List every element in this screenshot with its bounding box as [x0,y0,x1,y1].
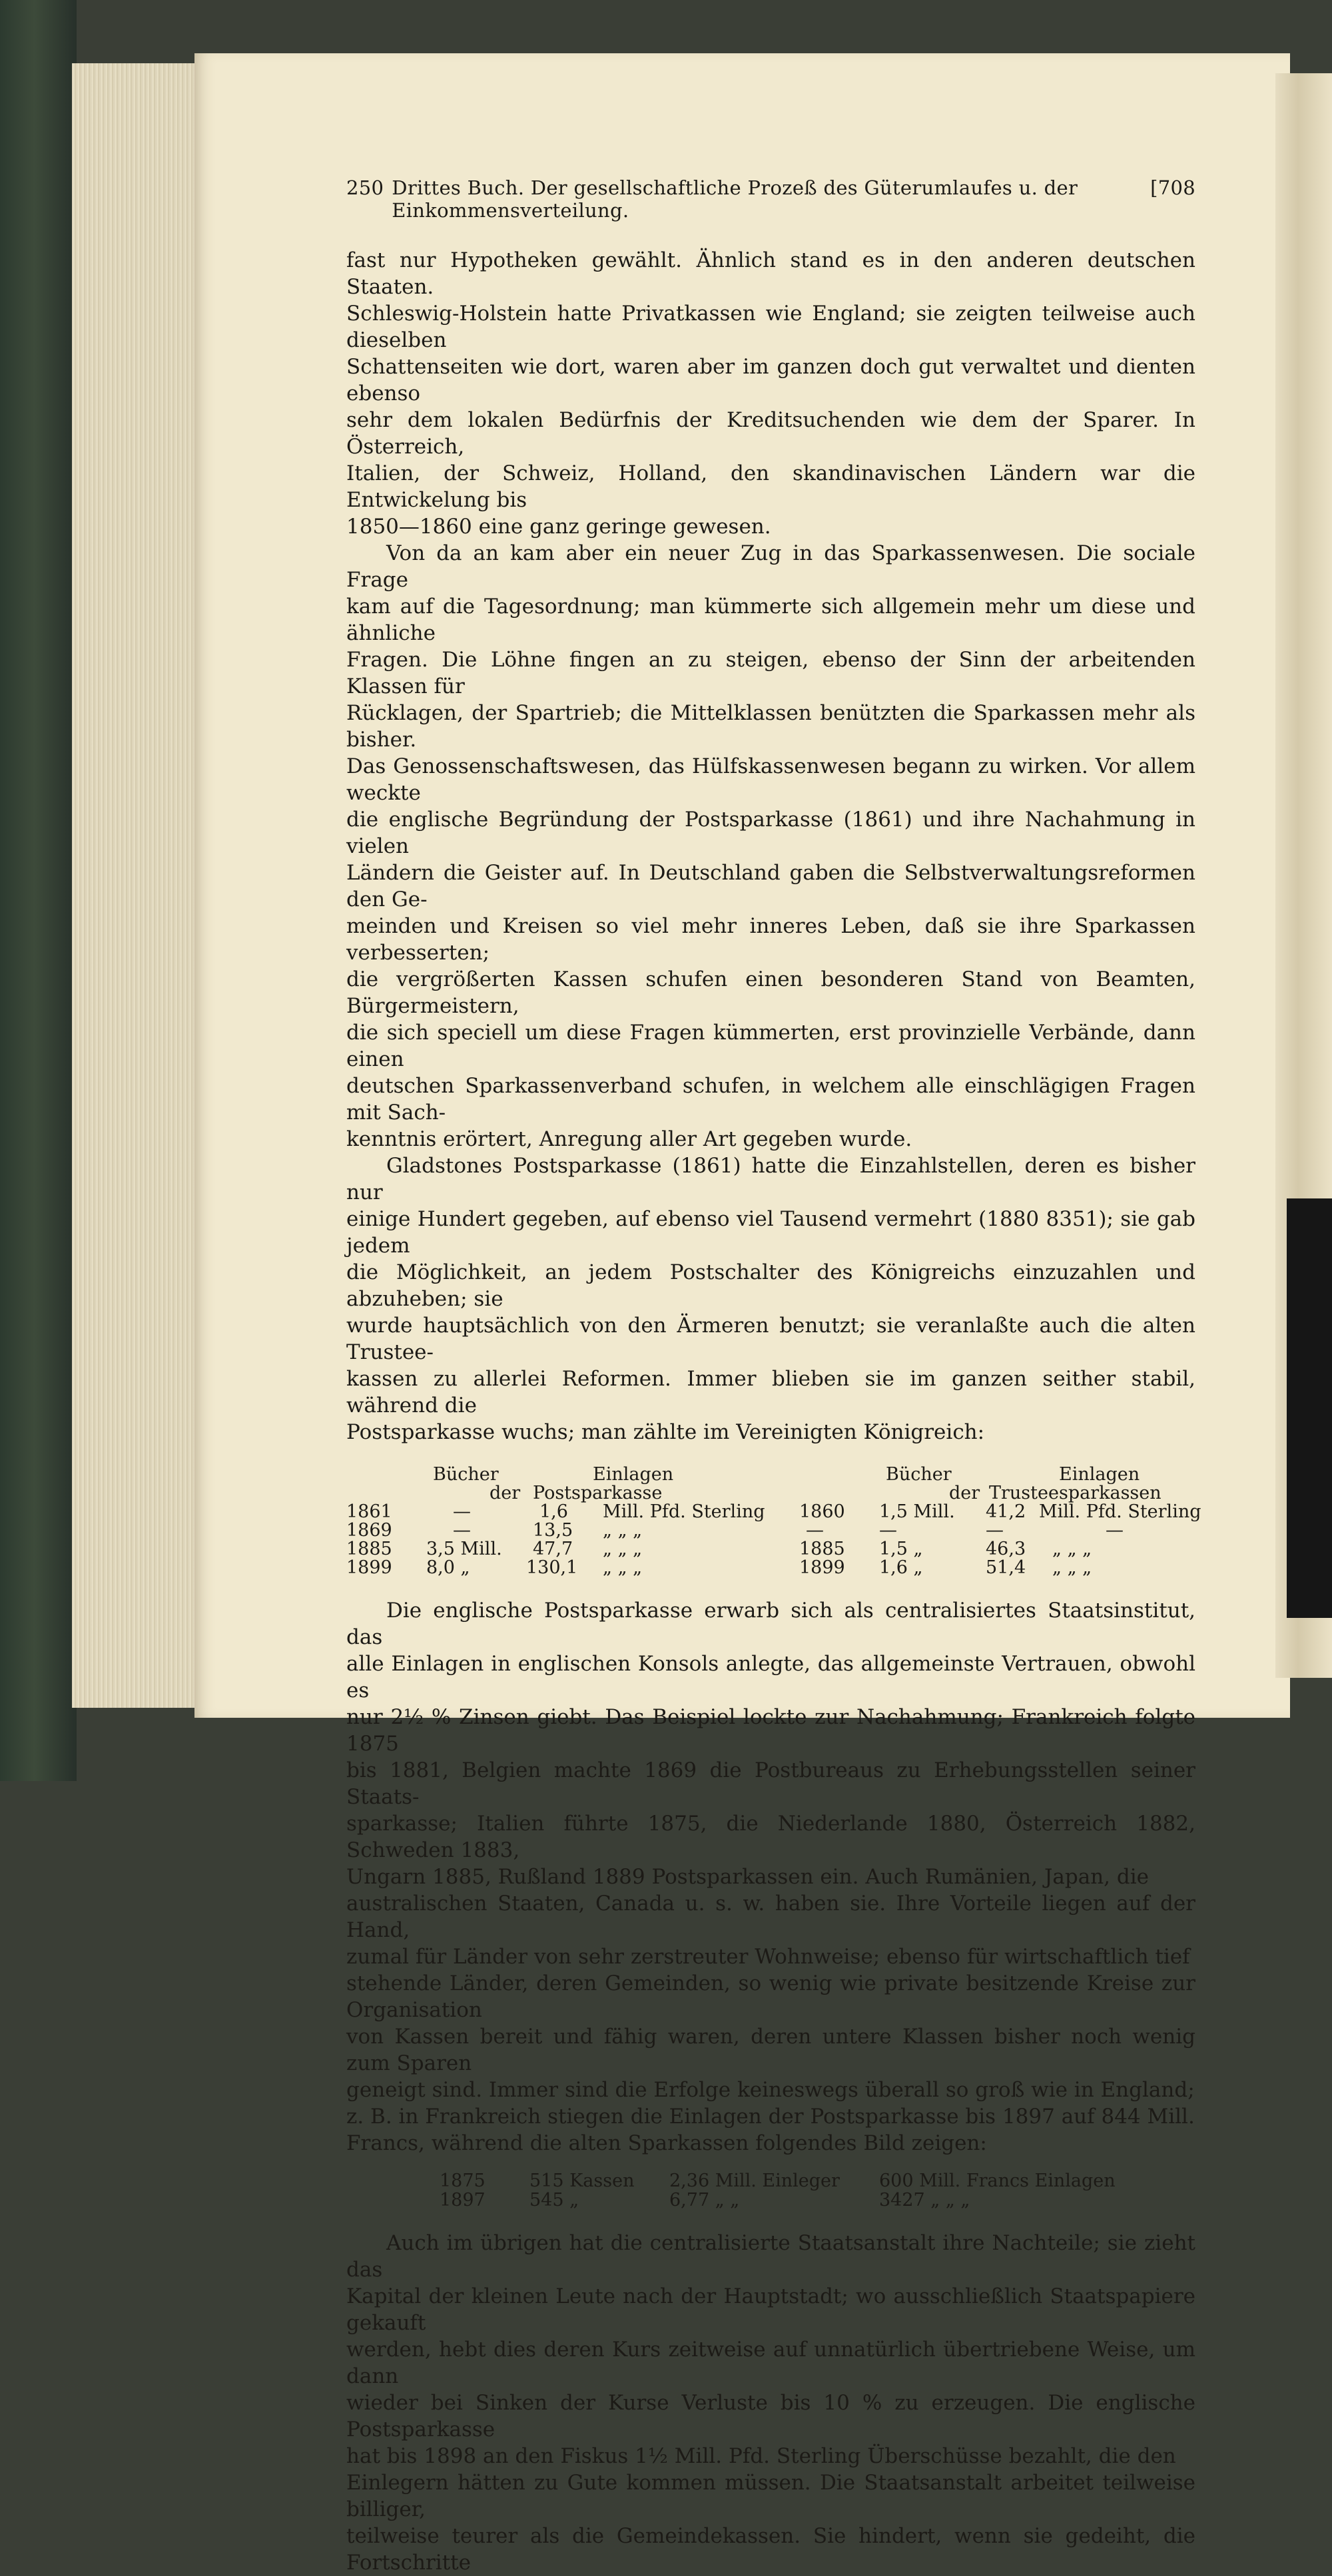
text-line: fast nur Hypotheken gewählt. Ähnlich stand es in den anderen deutschen Staaten. [346,248,1195,299]
col-head-postsparkasse: Postsparkasse [533,1483,663,1503]
cell-books-right: — [879,1520,897,1541]
text-line: Italien, der Schweiz, Holland, den skandinavischen Ländern war die Entwickelung bis [346,461,1195,512]
cell-einlagen: 3427 „ „ „ [879,2190,970,2210]
margin-reference: [708 [1150,176,1195,199]
text-line: Schleswig-Holstein hatte Privatkassen wie England; sie zeigten teilweise auch dieselben [346,302,1195,352]
cell-year: 1875 [440,2171,486,2191]
text-line: kassen zu allerlei Reformen. Immer blieben sie im ganzen seither stabil, während die [346,1367,1195,1417]
scale-ruler [1287,1198,1332,1618]
table-header [346,1465,1195,1503]
col-head-einlagen-right: Einlagen [1059,1464,1140,1485]
col-head-trusteesparkassen: Trusteesparkassen [989,1483,1162,1503]
cell-kassen: 545 „ [529,2190,579,2210]
text-line: die englische Begründung der Postsparkasse (1861) und ihre Nachahmung in vielen [346,808,1195,858]
cell-unit-right: — [1106,1520,1124,1541]
text-line: Postsparkasse wuchs; man zählte im Vereinigten Königreich: [346,1420,985,1444]
cell-year-right: 1860 [799,1501,845,1522]
table-row [346,1501,1201,1522]
cell-year-left: 1885 [346,1539,392,1559]
cell-year-right: 1885 [799,1539,845,1559]
text-line: Kapital der kleinen Leute nach der Hauptstadt; wo ausschließlich Staatspapiere gekauft [346,2284,1195,2335]
book-cover-edge [0,0,77,1781]
text-line: Von da an kam aber ein neuer Zug in das Sparkassenwesen. Die sociale Frage [346,541,1195,592]
text-line: z. B. in Frankreich stiegen die Einlagen der Postsparkasse bis 1897 auf 844 Mill. [346,2105,1195,2129]
col-head-der-left: der [490,1483,521,1503]
text-line: nur 2½ % Zinsen giebt. Das Beispiel lockte zur Nachahmung; Frankreich folgte 1875 [346,1705,1195,1756]
table-row [346,1540,1195,1559]
running-title: Drittes Buch. Der gesellschaftliche Prozeß des Güterumlaufes u. der Einkommensverteilung. [392,176,1078,222]
col-head-einlagen-left: Einlagen [593,1464,674,1485]
text-line: die vergrößerten Kassen schufen einen besonderen Stand von Beamten, Bürgermeistern, [346,967,1195,1018]
text-line: Fragen. Die Löhne fingen an zu steigen, ebenso der Sinn der arbeitenden Klassen für [346,648,1195,698]
col-head-buecher-right: Bücher [886,1464,952,1485]
table-row [346,2171,1195,2190]
text-line: werden, hebt dies deren Kurs zeitweise auf unnatürlich übertriebene Weise, um dann [346,2338,1195,2388]
text-line: Einlegern hätten zu Gute kommen müssen. Die Staatsanstalt arbeitet teilweise billiger, [346,2471,1195,2521]
text-line: bis 1881, Belgien machte 1869 die Postbureaus zu Erhebungsstellen seiner Staats- [346,1758,1195,1809]
text-line: kenntnis erörtert, Anregung aller Art gegeben wurde. [346,1127,912,1151]
savings-table-uk [346,1464,1201,1578]
text-line: geneigt sind. Immer sind die Erfolge keineswegs überall so groß wie in England; [346,2078,1195,2102]
cell-deposits-left: 130,1 [526,1557,578,1578]
cell-year-left: 1899 [346,1557,392,1578]
text-line: Rücklagen, der Spartrieb; die Mittelklassen benützten die Sparkassen mehr als bisher. [346,701,1195,752]
cell-unit-left: Mill. Pfd. Sterling [603,1501,765,1522]
cell-year: 1897 [440,2190,486,2210]
text-line: hat bis 1898 an den Fiskus 1½ Mill. Pfd. Sterling Überschüsse bezahlt, die den [346,2444,1176,2468]
cell-deposits-left: 13,5 [533,1520,573,1541]
table-row [346,2190,1195,2210]
paragraph-1 [346,247,1195,540]
cell-deposits-right: 46,3 [986,1539,1026,1559]
cell-einleger: 2,36 Mill. Einleger [669,2171,840,2191]
text-line: meinden und Kreisen so viel mehr inneres Leben, daß sie ihre Sparkassen verbesserten; [346,914,1195,965]
table-row [346,1559,1195,1577]
text-line: 1850—1860 eine ganz geringe gewesen. [346,515,771,539]
page-number: 250 [346,176,384,199]
text-line: die sich speciell um diese Fragen kümmerten, erst provinzielle Verbände, dann einen [346,1021,1195,1071]
cell-unit-left: „ „ „ [603,1557,643,1578]
cell-deposits-left: 1,6 [539,1501,568,1522]
cell-books-right: 1,5 „ [879,1539,923,1559]
cell-einleger: 6,77 „ „ [669,2190,740,2210]
text-line: Die englische Postsparkasse erwarb sich als centralisiertes Staatsinstitut, das [346,1599,1195,1649]
cell-einlagen: 600 Mill. Francs Einlagen [879,2171,1116,2191]
text-line: Das Genossenschaftswesen, das Hülfskassenwesen begann zu wirken. Vor allem weckte [346,754,1195,805]
cell-books-left: 8,0 „ [426,1557,470,1578]
text-line: wurde hauptsächlich von den Ärmeren benutzt; sie veranlaßte auch die alten Trustee- [346,1314,1195,1364]
text-line: teilweise teurer als die Gemeindekassen. Sie hindert, wenn sie gedeiht, die Fortschritte [346,2524,1195,2575]
text-line: Schattenseiten wie dort, waren aber im ganzen doch gut verwaltet und dienten ebenso [346,355,1195,405]
text-line: australischen Staaten, Canada u. s. w. haben sie. Ihre Vorteile liegen auf der Hand, [346,1892,1195,1942]
cell-deposits-right: 41,2 [986,1501,1026,1522]
cell-books-right: 1,5 Mill. [879,1501,955,1522]
paragraph-5 [346,2230,1195,2576]
cell-deposits-left: 47,7 [533,1539,573,1559]
page-stack-edges [72,63,200,1708]
text-line: sparkasse; Italien führte 1875, die Niederlande 1880, Österreich 1882, Schweden 1883, [346,1812,1195,1862]
cell-unit-left: „ „ „ [603,1520,643,1541]
col-head-der-right: der [949,1483,980,1503]
cell-unit-right: „ „ „ [1052,1539,1092,1559]
cell-unit-right: Mill. Pfd. Sterling [1039,1501,1201,1522]
cell-year-left: 1861 [346,1501,392,1522]
text-line: sehr dem lokalen Bedürfnis der Kreditsuchenden wie dem der Sparer. In Österreich, [346,408,1195,459]
text-line: von Kassen bereit und fähig waren, deren untere Klassen bisher noch wenig zum Sparen [346,2025,1195,2075]
text-line: die Möglichkeit, an jedem Postschalter des Königreichs einzuzahlen und abzuheben; sie [346,1260,1195,1311]
text-line: Gladstones Postsparkasse (1861) hatte die Einzahlstellen, deren es bisher nur [346,1154,1195,1204]
cell-books-left: — [453,1501,471,1522]
text-line: Ländern die Geister auf. In Deutschland gaben die Selbstverwaltungsreformen den Ge- [346,861,1195,911]
text-line: deutschen Sparkassenverband schufen, in welchem alle einschlägigen Fragen mit Sach- [346,1074,1195,1125]
cell-year-left: 1869 [346,1520,392,1541]
paragraph-4 [346,1597,1195,2157]
savings-table-france [346,2171,1195,2210]
cell-books-left: 3,5 Mill. [426,1539,502,1559]
text-line: stehende Länder, deren Gemeinden, so wenig wie private besitzende Kreise zur Organisation [346,1971,1195,2022]
cell-year-right: 1899 [799,1557,845,1578]
paragraph-2 [346,540,1195,1153]
text-line: wieder bei Sinken der Kurse Verluste bis 10 % zu erzeugen. Die englische Postsparkasse [346,2391,1195,2442]
cell-books-right: 1,6 „ [879,1557,923,1578]
page-content [346,176,1201,2576]
cell-year-right: — [806,1520,824,1541]
text-line: kam auf die Tagesordnung; man kümmerte sich allgemein mehr um diese und ähnliche [346,595,1195,645]
cell-kassen: 515 Kassen [529,2171,635,2191]
text-line: Auch im übrigen hat die centralisierte Staatsanstalt ihre Nachteile; sie zieht das [346,2231,1195,2282]
text-line: alle Einlagen in englischen Konsols anlegte, das allgemeinste Vertrauen, obwohl es [346,1652,1195,1702]
cell-books-left: — [453,1520,471,1541]
text-line: zumal für Länder von sehr zerstreuter Wohnweise; ebenso für wirtschaftlich tief [346,1945,1190,1969]
text-line: einige Hundert gegeben, auf ebenso viel Tausend vermehrt (1880 8351); sie gab jedem [346,1207,1195,1258]
col-head-buecher-left: Bücher [433,1464,499,1485]
cell-unit-right: „ „ „ [1052,1557,1092,1578]
text-line: Francs, während die alten Sparkassen folgendes Bild zeigen: [346,2131,987,2155]
table-row [346,1521,1195,1540]
cell-deposits-right: 51,4 [986,1557,1026,1578]
paragraph-3 [346,1153,1195,1445]
text-line: Ungarn 1885, Rußland 1889 Postsparkassen ein. Auch Rumänien, Japan, die [346,1865,1149,1889]
cell-unit-left: „ „ „ [603,1539,643,1559]
cell-deposits-right: — [986,1520,1004,1541]
running-header [346,176,1195,222]
